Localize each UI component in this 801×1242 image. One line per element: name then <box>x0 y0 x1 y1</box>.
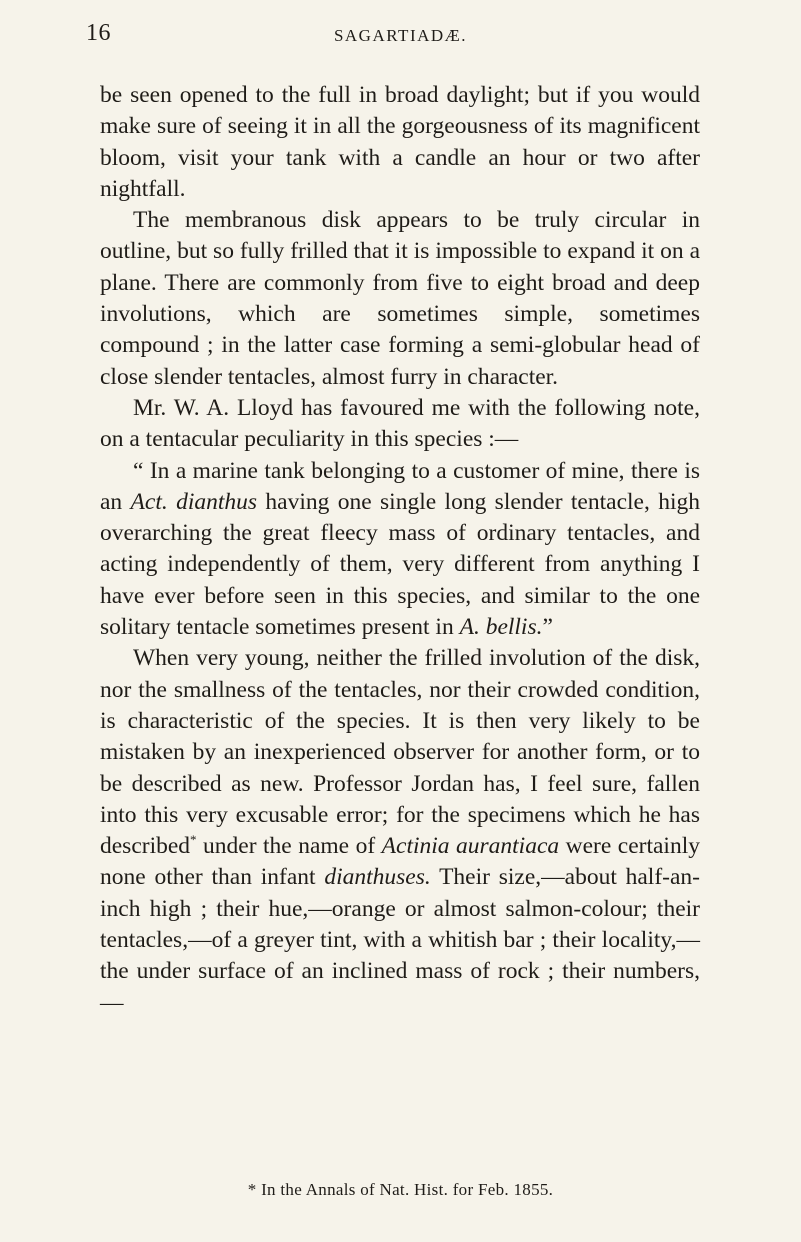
page-header <box>86 20 715 56</box>
paragraph-3: Mr. W. A. Lloyd has favoured me with the following note, on a tentacular peculiarity in this species :— <box>100 394 700 453</box>
species-name-aurantiaca: Actinia aurantiaca <box>381 833 560 860</box>
quote-close: ” <box>542 614 553 641</box>
running-head: SAGARTIADÆ. <box>333 26 468 45</box>
paragraph-1: be seen opened to the full in broad daylight; but if you would make sure of seeing it in all the gorgeousness of its magnificent bloom, visit your tank with a candle an hour or two after nightfall. <box>100 82 700 202</box>
body-text <box>100 80 700 1019</box>
paragraph-5-text-e: were certainly none other than infant <box>100 833 700 891</box>
paragraph-5-text-c: under the name of <box>196 833 382 860</box>
paragraph-5 <box>100 643 700 1019</box>
paragraph-5-text-g: Their size,—about half-an-inch high ; their hue,—orange or almost salmon-colour; their tentacles,—of a greyer tint, with a whitish bar ; their locality,—the under surface of an inclined mass of rock ; their numbers,— <box>100 864 700 1016</box>
species-name-bellis: A. bellis. <box>459 614 543 641</box>
quote-text-start: “ In a marine tank belonging to a customer of mine, there is an <box>100 457 700 515</box>
species-name-dianthus: Act. dianthus <box>130 488 258 515</box>
paragraph-2: The membranous disk appears to be truly circular in outline, but so fully frilled that it is impossible to expand it on a plane. There are commonly from five to eight broad and deep involutions, which are sometimes simple, sometimes compound ; in the latter case forming a semi-globular head of close slender tentacles, almost furry in character. <box>100 207 700 390</box>
paragraph-4 <box>100 456 700 644</box>
paragraph-5-text-a: When very young, neither the frilled involution of the disk, nor the smallness of the tentacles, nor their crowded condition, is characteristic of the species. It is then very likely to be mistaken by an inexperienced observer for another form, or to be described as new. Professor Jordan has, I feel sure, fallen into this very excusable error; for the specimens which he has described <box>100 645 700 860</box>
footnote: * In the Annals of Nat. Hist. for Feb. 1855. <box>247 1180 554 1199</box>
quote-text-middle: having one single long slender tentacle, high overarching the great fleecy mass of ordinary tentacles, and acting independently of them, very different from anything I have ever before seen in this species, and similar to the one solitary tentacle sometimes present in <box>100 488 700 641</box>
footnote-marker: * <box>190 832 197 848</box>
page-number: 16 <box>86 20 111 46</box>
species-name-dianthuses: dianthuses. <box>324 864 431 891</box>
